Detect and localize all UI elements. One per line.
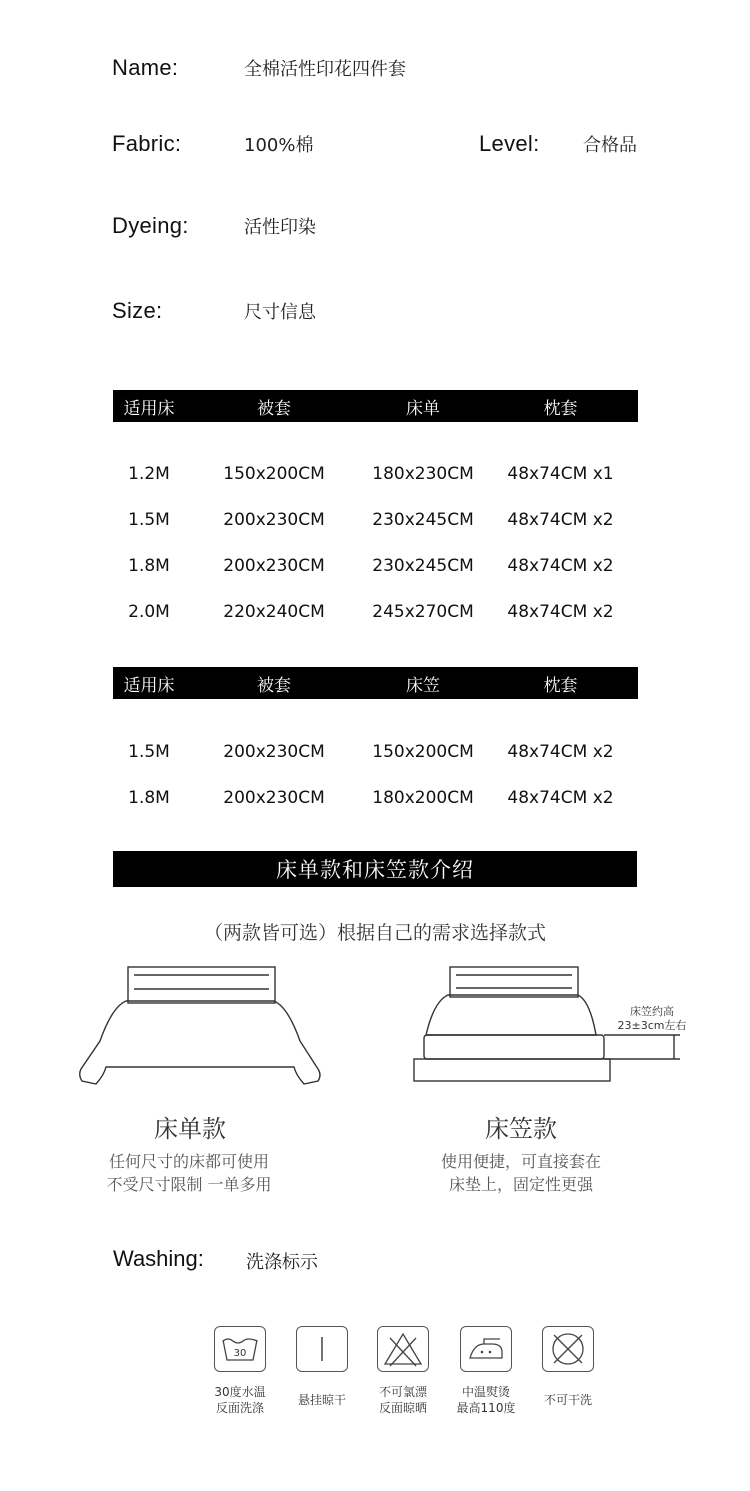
fitted-sheet-desc-line1: 使用便捷，可直接套在 — [440, 1152, 601, 1171]
cell: 200x230CM — [223, 556, 325, 576]
care-hang-dry — [292, 1326, 352, 1408]
dyeing-label: Dyeing: — [112, 213, 189, 238]
dyeing-value: 活性印染 — [244, 217, 316, 238]
care-text — [528, 1392, 608, 1408]
care-line1: 悬挂晾干 — [297, 1393, 346, 1407]
cell: 180x200CM — [372, 788, 474, 808]
flat-sheet-title: 床单款 — [154, 1115, 226, 1143]
care-line1: 不可氯漂 — [378, 1385, 427, 1399]
care-no-dry-clean — [538, 1326, 598, 1408]
care-no-bleach — [373, 1326, 433, 1416]
care-line1: 中温熨烫 — [461, 1385, 510, 1399]
wash-temp: 30 — [233, 1348, 247, 1359]
cell: 150x200CM — [223, 464, 325, 484]
flat-sheet-bed-icon — [78, 963, 322, 1089]
care-line2: 反面洗涤 — [215, 1401, 264, 1415]
fabric-label: Fabric: — [112, 131, 182, 156]
cell: 1.5M — [128, 510, 170, 530]
cell: 220x240CM — [223, 602, 325, 622]
care-iron-medium — [456, 1326, 516, 1416]
cell: 1.8M — [128, 788, 170, 808]
spec-dyeing-row — [112, 213, 316, 239]
table-row — [113, 775, 638, 821]
intro-banner: 床单款和床笠款介绍 — [113, 851, 637, 887]
care-line1: 30度水温 — [214, 1385, 266, 1399]
cell: 1.2M — [128, 464, 170, 484]
size-label: Size: — [112, 298, 163, 323]
cell: 150x200CM — [372, 742, 474, 762]
washing-value: 洗涤标示 — [246, 1252, 318, 1273]
cell: 48x74CM x2 — [507, 556, 614, 576]
spec-size-row — [112, 298, 316, 324]
washing-label: Washing: — [113, 1246, 204, 1271]
cell: 2.0M — [128, 602, 170, 622]
name-value: 全棉活性印花四件套 — [244, 59, 406, 80]
cell: 230x245CM — [372, 556, 474, 576]
header-pillowcase: 枕套 — [543, 398, 578, 419]
table-header — [113, 667, 638, 699]
size-table-sheet — [113, 390, 638, 635]
care-text — [446, 1384, 526, 1416]
cell: 48x74CM x1 — [507, 464, 614, 484]
level-label: Level: — [479, 131, 540, 156]
header-bed: 适用床 — [123, 398, 175, 419]
cell: 200x230CM — [223, 510, 325, 530]
cell: 48x74CM x2 — [507, 510, 614, 530]
header-duvet: 被套 — [257, 398, 291, 419]
spec-level-row — [479, 131, 637, 157]
table-row — [113, 497, 638, 543]
care-text — [282, 1392, 362, 1408]
cell: 48x74CM x2 — [507, 602, 614, 622]
flat-sheet-desc-line1: 任何尺寸的床都可使用 — [108, 1152, 269, 1171]
flat-sheet-desc — [59, 1150, 319, 1196]
table-row — [113, 451, 638, 497]
table-row — [113, 729, 638, 775]
intro-subtitle: （两款皆可选）根据自己的需求选择款式 — [203, 922, 546, 944]
name-label: Name: — [112, 55, 179, 80]
table-header — [113, 390, 638, 422]
table-row — [113, 543, 638, 589]
header-duvet: 被套 — [257, 675, 291, 696]
care-line2: 反面晾晒 — [378, 1401, 427, 1415]
fitted-sheet-title: 床笠款 — [485, 1115, 557, 1143]
fitted-note-line1: 床笠约高 — [630, 1005, 674, 1018]
header-bed: 适用床 — [123, 675, 175, 696]
care-text — [363, 1384, 443, 1416]
size-table-fitted — [113, 667, 638, 821]
cell: 245x270CM — [372, 602, 474, 622]
cell: 200x230CM — [223, 788, 325, 808]
header-fitted-sheet: 床笠 — [406, 675, 440, 696]
care-line1: 不可干洗 — [543, 1393, 592, 1407]
fitted-sheet-desc-line2: 床垫上，固定性更强 — [448, 1175, 593, 1194]
cell: 48x74CM x2 — [507, 788, 614, 808]
iron-medium-icon — [460, 1326, 512, 1372]
care-wash-30 — [210, 1326, 270, 1416]
header-sheet: 床单 — [406, 398, 440, 419]
care-text — [200, 1384, 280, 1416]
no-dry-clean-icon — [542, 1326, 594, 1372]
fitted-sheet-desc — [391, 1150, 651, 1196]
table-row — [113, 589, 638, 635]
spec-name-row — [112, 55, 406, 81]
level-value: 合格品 — [583, 135, 637, 156]
size-value: 尺寸信息 — [244, 302, 316, 323]
hang-dry-icon — [296, 1326, 348, 1372]
cell: 180x230CM — [372, 464, 474, 484]
cell: 1.5M — [128, 742, 170, 762]
cell: 200x230CM — [223, 742, 325, 762]
fitted-height-note — [610, 1005, 694, 1033]
fabric-value: 100%棉 — [244, 135, 314, 156]
cell: 48x74CM x2 — [507, 742, 614, 762]
flat-sheet-desc-line2: 不受尺寸限制 一单多用 — [106, 1175, 272, 1194]
care-line2: 最高110度 — [456, 1401, 516, 1415]
spec-fabric-row — [112, 131, 313, 157]
cell: 1.8M — [128, 556, 170, 576]
fitted-note-line2: 23±3cm左右 — [617, 1019, 687, 1032]
cell: 230x245CM — [372, 510, 474, 530]
no-bleach-icon — [377, 1326, 429, 1372]
header-pillowcase: 枕套 — [543, 675, 578, 696]
wash-30-icon — [214, 1326, 266, 1372]
